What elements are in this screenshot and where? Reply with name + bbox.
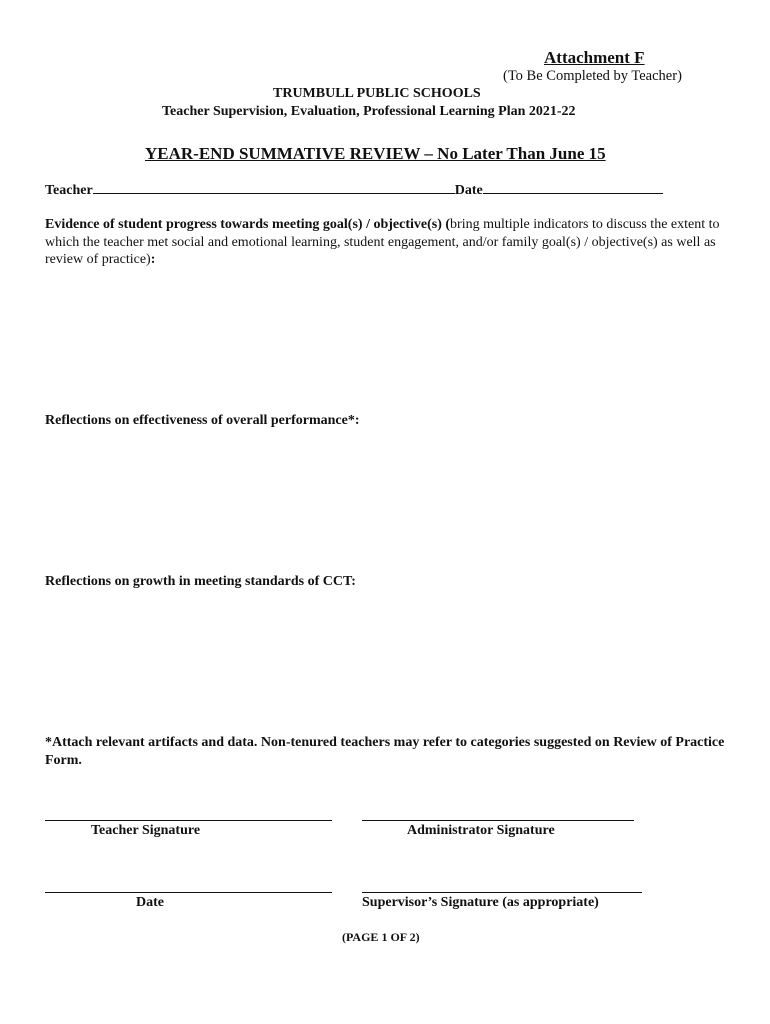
date-signature-line[interactable] — [45, 892, 332, 893]
attachment-label: Attachment F — [544, 48, 645, 67]
teacher-signature-label: Teacher Signature — [91, 823, 201, 838]
attach-artifacts-note: *Attach relevant artifacts and data. Non-tenured teachers may refer to categories suggested on Review of Practice Form. — [45, 735, 725, 768]
evidence-heading-colon: : — [150, 252, 156, 267]
supervisor-signature-label: Supervisor’s Signature (as appropriate) — [362, 895, 599, 910]
evidence-section-heading — [45, 216, 730, 269]
date-signature-label: Date — [136, 895, 164, 910]
plan-title: Teacher Supervision, Evaluation, Professional Learning Plan 2021-22 — [162, 104, 576, 119]
reflections-performance-heading: Reflections on effectiveness of overall performance*: — [45, 413, 360, 428]
date-label: Date — [454, 183, 483, 198]
teacher-signature-line[interactable] — [45, 820, 332, 821]
teacher-name-blank[interactable] — [93, 181, 455, 194]
review-title: YEAR-END SUMMATIVE REVIEW – No Later Than June 15 — [145, 144, 606, 163]
date-blank[interactable] — [483, 181, 663, 194]
administrator-signature-line[interactable] — [362, 820, 634, 821]
administrator-signature-label: Administrator Signature — [407, 823, 555, 838]
teacher-label: Teacher — [45, 183, 93, 198]
completed-by-note: (To Be Completed by Teacher) — [503, 68, 682, 84]
evidence-heading-detail: bring multiple indicators to discuss the extent to which the teacher met social and emotional learning, student engagement, and/or family goal(s) / objective(s) as well as review of practice) — [45, 217, 720, 267]
reflections-growth-heading: Reflections on growth in meeting standards of CCT: — [45, 574, 356, 589]
evidence-heading-bold: Evidence of student progress towards meeting goal(s) / objective(s) ( — [45, 217, 451, 232]
teacher-date-row — [45, 181, 663, 199]
school-name: TRUMBULL PUBLIC SCHOOLS — [273, 86, 481, 101]
supervisor-signature-line[interactable] — [362, 892, 642, 893]
page-number: (PAGE 1 OF 2) — [342, 930, 420, 944]
